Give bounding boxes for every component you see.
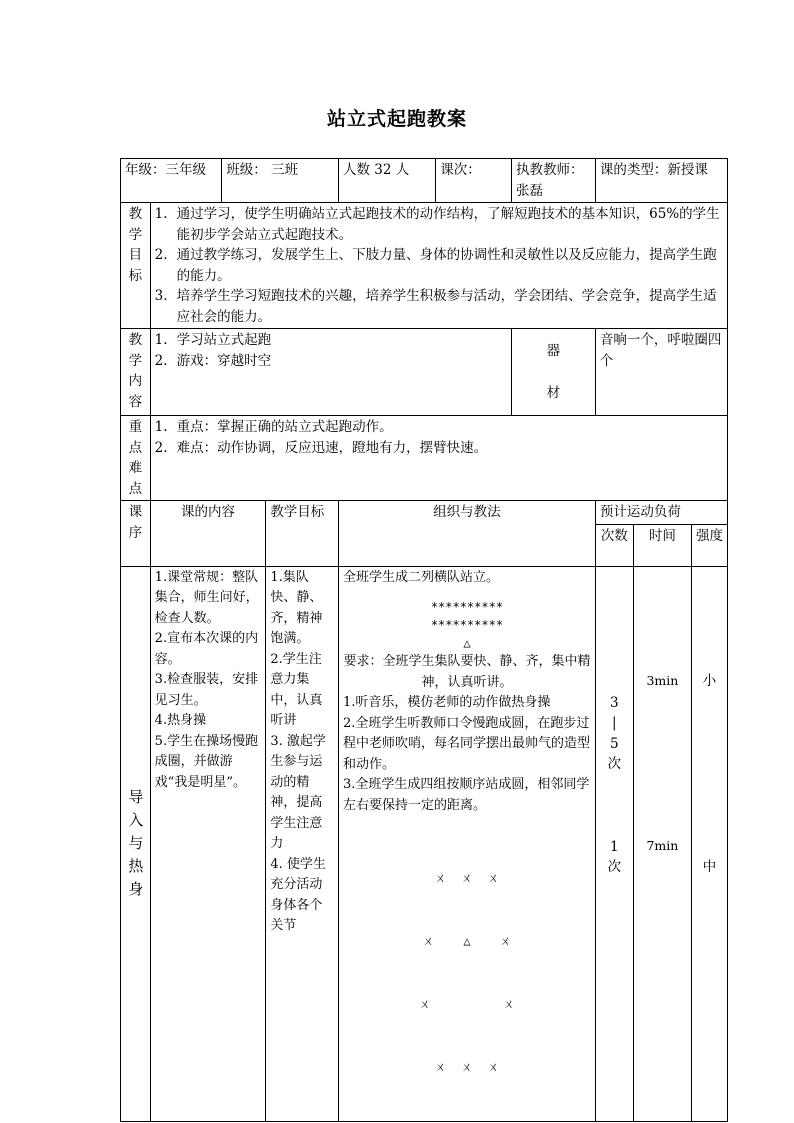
warmup-method-cell <box>339 566 596 1122</box>
equipment-cell: 音响一个，呼啦圈四个 <box>595 329 727 416</box>
grade-cell: 年级：三年级 <box>121 159 222 203</box>
circle-row: ㄨ ㄨ ㄨ <box>434 1060 500 1074</box>
keypoints-label: 重点难点 <box>121 416 151 501</box>
content-list <box>155 330 507 371</box>
warmup-goals-cell <box>266 566 339 1122</box>
duration-second: 7min <box>646 838 679 853</box>
objective-item: 2. 通过教学练习，发展学生上、下肢力量、身体的协调性和灵敏性以及反应能力，提高学生跑的能力。 <box>154 247 717 284</box>
warmup-goal-item: 2.学生注意力集中，认真听讲 <box>270 651 323 728</box>
load-header: 预计运动负荷 <box>595 501 727 525</box>
formation-row: ********** <box>430 618 504 632</box>
objective-item: 1. 通过学习，使学生明确站立式起跑技术的动作结构，了解短跑技术的基本知识，65%的学生能初步学会站立式起跑技术。 <box>154 206 720 243</box>
keypoint-item: 2. 难点：动作协调，反应迅速，蹬地有力，摆臂快速。 <box>154 439 488 456</box>
teacher-cell: 执教教师：张磊 <box>511 159 595 203</box>
warmup-label: 导入与热身 <box>121 566 151 1122</box>
warmup-intensity-cell <box>692 566 728 1122</box>
students-cell: 人数 32 人 <box>339 159 436 203</box>
table-head-row <box>121 501 728 525</box>
objectives-label <box>121 203 151 329</box>
intensity-first: 小 <box>702 672 717 689</box>
warmup-content-cell <box>150 566 266 1122</box>
times-header: 次数 <box>595 524 633 566</box>
teacher-marker: △ <box>463 636 471 650</box>
warmup-content-item: 1.课堂常规：整队集合，师生问好，检查人数。 <box>154 569 259 626</box>
circle-formation <box>343 826 591 1120</box>
method-intro: 全班学生成二列横队站立。 <box>343 569 500 585</box>
warmup-content-item: 5.学生在操场慢跑成圈，并做游戏“我是明星”。 <box>154 733 259 790</box>
content-row <box>121 329 728 416</box>
sequence-header: 课序 <box>121 501 151 567</box>
warmup-row <box>121 566 728 1122</box>
times-second: 1 次 <box>607 838 622 875</box>
warmup-content-item: 4.热身操 <box>154 713 207 728</box>
times-first: 3 | 5 次 <box>607 694 622 772</box>
keypoint-item: 1. 重点：掌握正确的站立式起跑动作。 <box>154 419 393 435</box>
method-step: 1.听音乐，模仿老师的动作做热身操 <box>343 695 551 710</box>
warmup-duration-cell <box>633 566 691 1122</box>
page-title: 站立式起跑教案 <box>326 108 467 130</box>
warmup-content-item: 3.检查服装，安排见习生。 <box>154 672 259 708</box>
warmup-goal-item: 1.集队快、静、齐，精神饱满。 <box>270 569 323 646</box>
duration-header: 时间 <box>633 524 691 566</box>
warmup-goal-item: 3. 激起学生参与运动的精神，提高学生注意力 <box>270 733 326 851</box>
line-formation <box>343 598 591 652</box>
keypoints-list <box>155 417 723 458</box>
warmup-times-cell <box>595 566 633 1122</box>
method-step: 3.全班学生成四组按顺序站成圆，相邻同学左右要保持一定的距离。 <box>343 777 590 813</box>
circle-row: ㄨ △ ㄨ <box>422 934 512 948</box>
content-item: 1. 学习站立式起跑 <box>154 332 272 348</box>
content-item: 2. 游戏：穿越时空 <box>154 352 272 369</box>
teaching-goal-header: 教学目标 <box>266 501 339 567</box>
circle-row: ㄨ ㄨ ㄨ <box>434 871 500 885</box>
warmup-goal-item: 4. 使学生充分活动身体各个关节 <box>270 856 326 933</box>
class-cell: 班级： 三班 <box>222 159 339 203</box>
keypoints-row <box>121 416 728 501</box>
objective-item: 3. 培养学生学习短跑技术的兴趣，培养学生积极参与活动，学会团结、学会竞争，提高学生适应社会的能力。 <box>154 288 717 325</box>
content-label: 教学内容 <box>121 329 151 416</box>
lesson-content-header: 课的内容 <box>150 501 266 567</box>
circle-row: ㄨ ㄨ <box>418 997 516 1011</box>
duration-first: 3min <box>646 672 679 688</box>
lesson-no-cell: 课次： <box>436 159 512 203</box>
objectives-cell <box>150 203 727 329</box>
method-requirement: 要求：全班学生集队要快、静、齐，集中精神，认真听讲。 <box>343 654 591 690</box>
header-row <box>121 159 728 203</box>
intensity-header: 强度 <box>692 524 728 566</box>
objectives-list <box>155 204 723 327</box>
formation-row: ********** <box>430 600 504 614</box>
lesson-plan-table <box>120 158 728 1122</box>
equipment-label: 器材 <box>511 329 595 416</box>
keypoints-cell <box>150 416 727 501</box>
method-header: 组织与教法 <box>339 501 596 567</box>
objectives-row <box>121 203 728 329</box>
method-step: 2.全班学生听教师口令慢跑成圆，在跑步过程中老师吹哨，每名同学摆出最帅气的造型和动作。 <box>343 715 591 772</box>
warmup-content-item: 2.宣布本次课的内容。 <box>154 631 259 667</box>
objectives-label-text: 教学目标 <box>128 206 143 284</box>
intensity-second: 中 <box>702 859 717 875</box>
content-cell <box>150 329 511 416</box>
lesson-type-cell: 课的类型：新授课 <box>595 159 727 203</box>
